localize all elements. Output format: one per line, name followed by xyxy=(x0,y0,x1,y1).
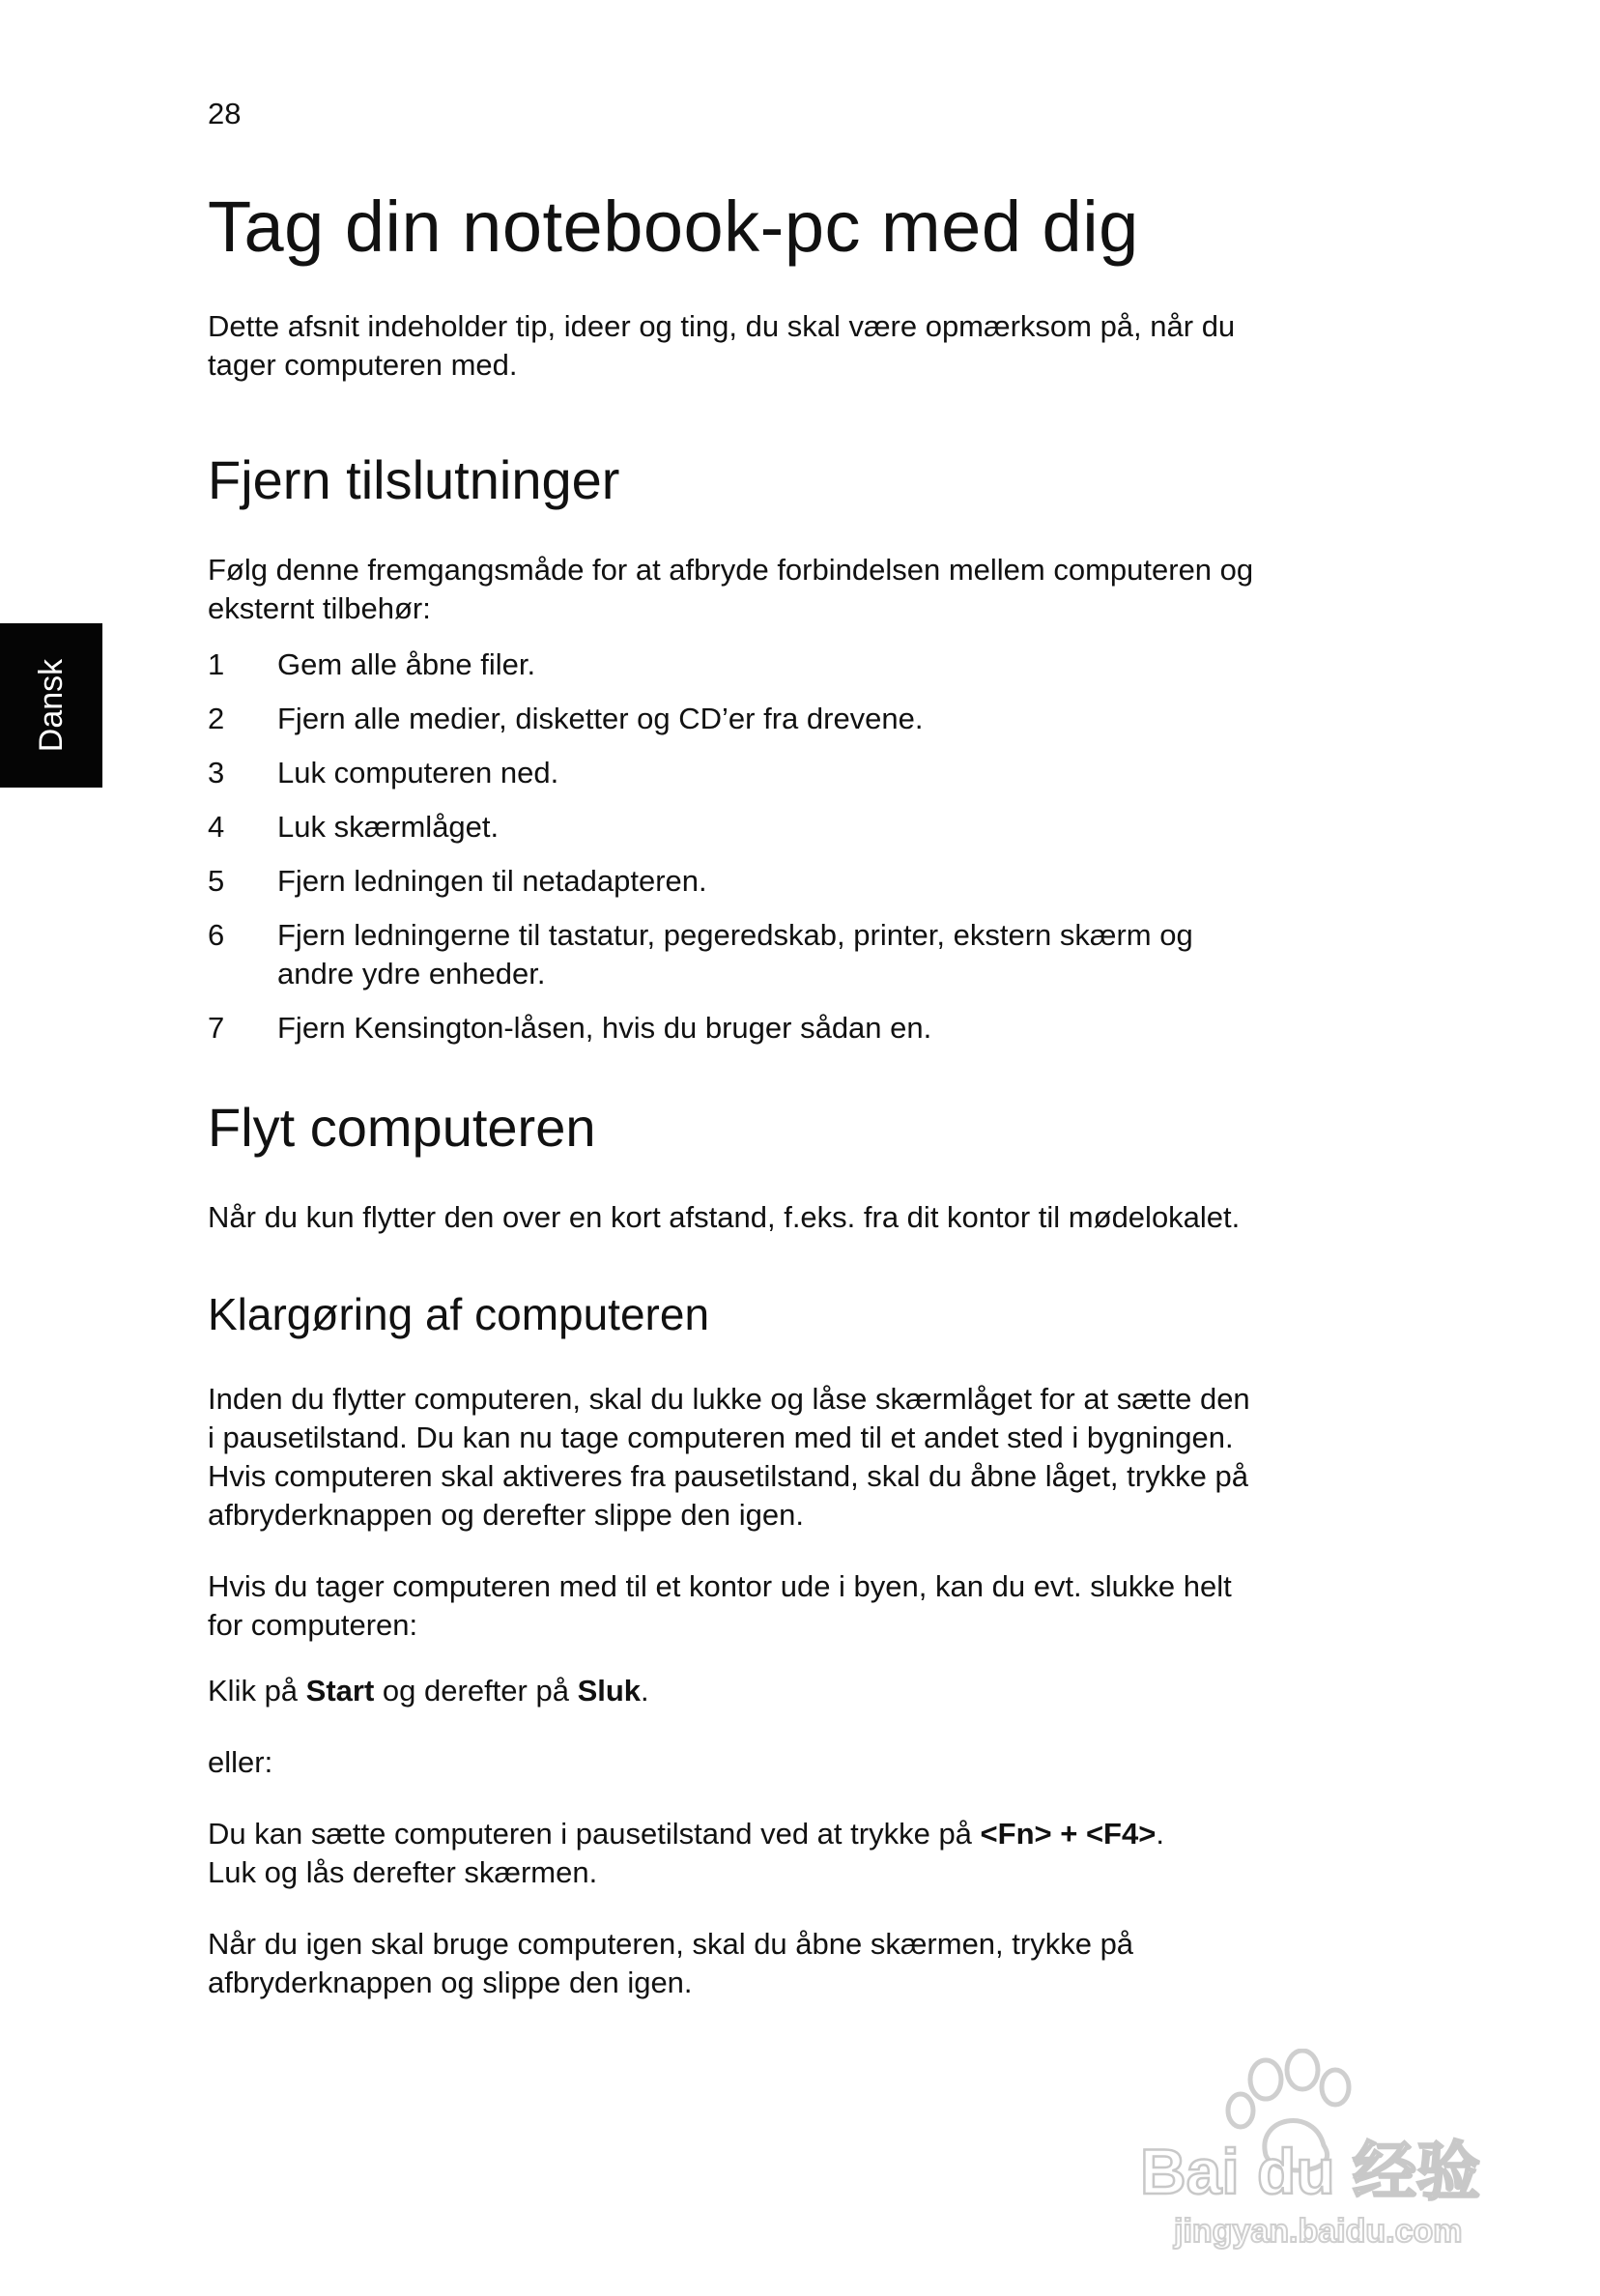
language-side-tab xyxy=(0,623,102,788)
klar-paragraph-2 xyxy=(208,1567,1367,1645)
page-title: Tag din notebook-pc med dig xyxy=(208,187,1139,267)
watermark-url: jingyan.baidu.com xyxy=(1174,2213,1463,2250)
klar-p3-suffix: . xyxy=(641,1674,649,1708)
klar-paragraph-5 xyxy=(208,1815,1367,1892)
klar-p3-middle: og derefter på xyxy=(374,1674,578,1708)
klar-p6-line-1: Når du igen skal bruge computeren, skal du åbne skærmen, trykke på xyxy=(208,1927,1134,1961)
list-item xyxy=(208,700,1367,738)
step-text: Fjern ledningen til netadapteren. xyxy=(277,864,707,898)
step-number: 6 xyxy=(208,918,225,952)
klar-p2-line-1: Hvis du tager computeren med til et kontor ude i byen, kan du evt. slukke helt xyxy=(208,1569,1232,1603)
page-content xyxy=(208,184,1367,2002)
list-item xyxy=(208,916,1367,993)
intro-line-2: tager computeren med. xyxy=(208,348,518,382)
step-text: Luk computeren ned. xyxy=(277,756,559,789)
klar-p1-line-3: Hvis computeren skal aktiveres fra pausetilstand, skal du åbne låget, trykke på xyxy=(208,1459,1248,1493)
step-number: 7 xyxy=(208,1011,225,1045)
klar-p1-line-4: afbryderknappen og derefter slippe den igen. xyxy=(208,1498,804,1532)
start-keyword: Start xyxy=(305,1674,375,1708)
klar-paragraph-1 xyxy=(208,1380,1367,1535)
list-item xyxy=(208,754,1367,792)
klar-paragraph-4: eller: xyxy=(208,1745,273,1779)
list-item xyxy=(208,808,1367,847)
baidu-watermark-logo xyxy=(1121,2049,1517,2252)
heading-fjern-tilslutninger: Fjern tilslutninger xyxy=(208,449,620,510)
klar-p6-line-2: afbryderknappen og slippe den igen. xyxy=(208,1966,693,1999)
klar-paragraph-6 xyxy=(208,1925,1367,2002)
step-number: 3 xyxy=(208,756,225,789)
klar-p3-prefix: Klik på xyxy=(208,1674,306,1708)
intro-paragraph xyxy=(208,307,1367,385)
list-item xyxy=(208,1009,1367,1048)
fn-f4-keys: <Fn> + <F4> xyxy=(980,1817,1157,1851)
heading-flyt-computeren: Flyt computeren xyxy=(208,1097,596,1158)
list-item xyxy=(208,862,1367,901)
klar-p5-prefix: Du kan sætte computeren i pausetilstand ved at trykke på xyxy=(208,1817,981,1851)
step-text: Luk skærmlåget. xyxy=(277,810,500,844)
step-text-line-2: andre ydre enheder. xyxy=(277,957,546,990)
fjern-intro-paragraph xyxy=(208,551,1367,628)
step-text: Fjern alle medier, disketter og CD’er fra drevene. xyxy=(277,702,924,735)
heading-klargoering: Klargøring af computeren xyxy=(208,1289,710,1339)
klar-p5-suffix: . xyxy=(1156,1817,1164,1851)
fjern-intro-line-1: Følg denne fremgangsmåde for at afbryde forbindelsen mellem computeren og xyxy=(208,553,1254,587)
klar-p1-line-1: Inden du flytter computeren, skal du lukke og låse skærmlåget for at sætte den xyxy=(208,1382,1250,1416)
watermark-brand: Bai du 经验 xyxy=(1140,2136,1481,2207)
klar-p1-line-2: i pausetilstand. Du kan nu tage computeren med til et andet sted i bygningen. xyxy=(208,1421,1234,1454)
step-text: Fjern Kensington-låsen, hvis du bruger sådan en. xyxy=(277,1011,932,1045)
klar-p5-line-2: Luk og lås derefter skærmen. xyxy=(208,1855,598,1889)
step-text-line-1: Fjern ledningerne til tastatur, pegeredskab, printer, ekstern skærm og xyxy=(277,918,1193,952)
step-text xyxy=(277,916,1367,993)
flyt-paragraph: Når du kun flytter den over en kort afstand, f.eks. fra dit kontor til mødelokalet. xyxy=(208,1200,1241,1234)
step-number: 1 xyxy=(208,647,225,681)
step-number: 5 xyxy=(208,864,225,898)
side-tab-label: Dansk xyxy=(33,658,70,753)
fjern-intro-line-2: eksternt tilbehør: xyxy=(208,591,431,625)
sluk-keyword: Sluk xyxy=(577,1674,642,1708)
page-number: 28 xyxy=(208,97,242,130)
klar-p2-line-2: for computeren: xyxy=(208,1608,418,1642)
klar-paragraph-3 xyxy=(208,1672,1367,1710)
step-number: 2 xyxy=(208,702,225,735)
list-item xyxy=(208,646,1367,684)
steps-list xyxy=(208,646,1367,1048)
step-text: Gem alle åbne filer. xyxy=(277,647,536,681)
intro-line-1: Dette afsnit indeholder tip, ideer og ting, du skal være opmærksom på, når du xyxy=(208,309,1236,343)
step-number: 4 xyxy=(208,810,225,844)
